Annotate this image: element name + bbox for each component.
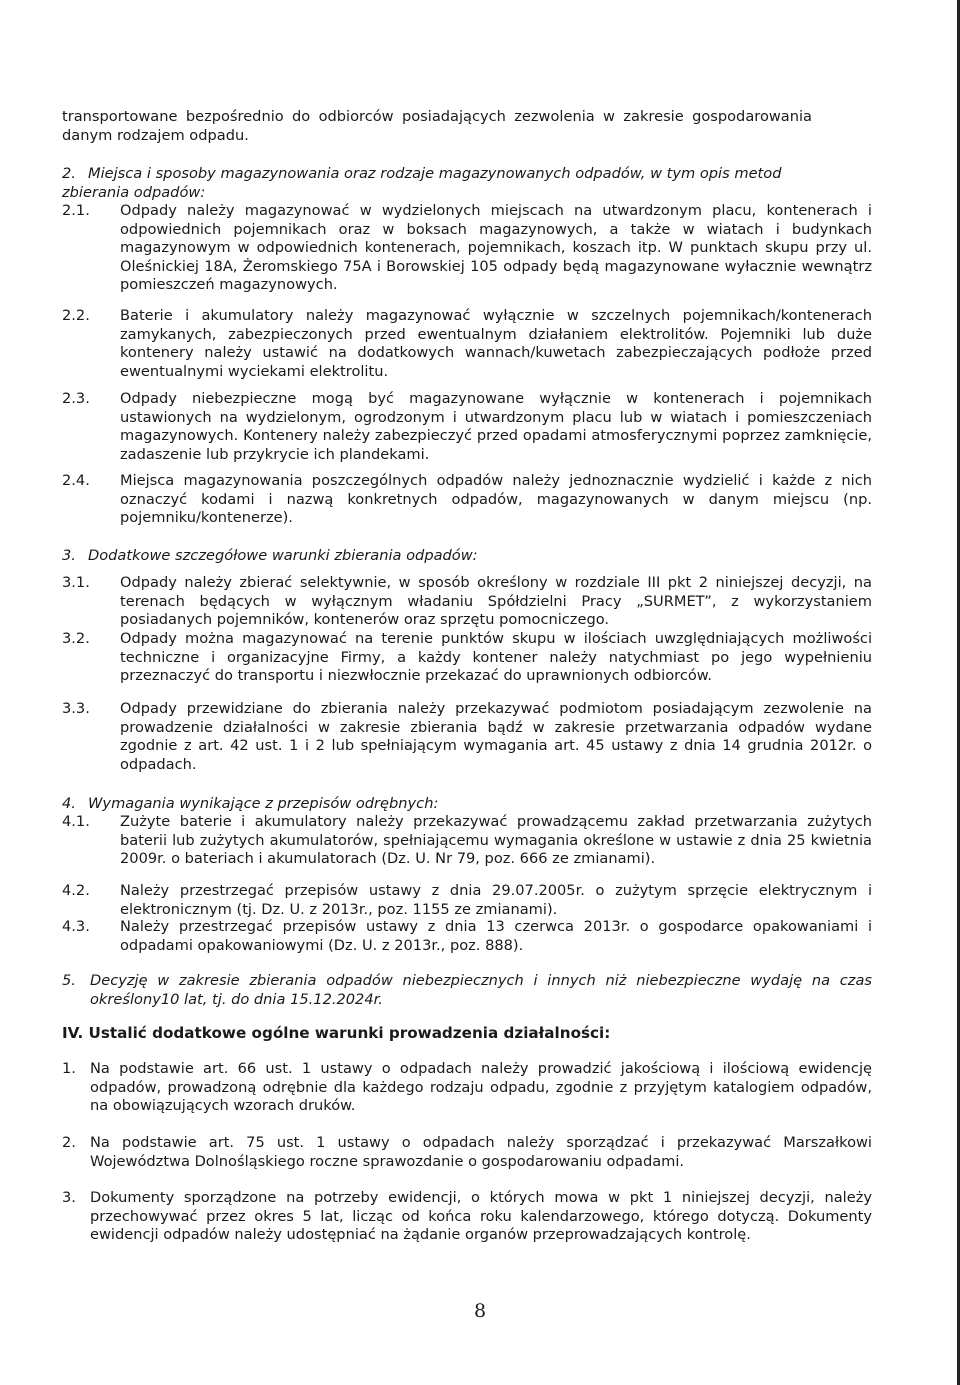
- item-number: 3.3.: [62, 700, 90, 717]
- item-text: Odpady przewidziane do zbierania należy przekazywać podmiotom posiadającym zezwolenie na prowadzenie działalności w zakresie zbierania bądź w zakresie przetwarzania odpadów wydane zgodnie z art. 42 ust. 1 i 2 lub spełniającym wymagania art. 45 ustawy z dnia 14 grudnia 2012r. o odpadach.: [120, 700, 872, 773]
- section-4-title: Wymagania wynikające z przepisów odrębnych:: [88, 795, 439, 812]
- section-3-heading: [62, 547, 822, 566]
- page-number: 8: [473, 1300, 487, 1322]
- item-number: 4.2.: [62, 882, 90, 899]
- item-text: Odpady można magazynować na terenie punktów skupu w ilościach uwzględniających możliwości techniczne i organizacyjne Firmy, a każdy kontener należy natychmiast po jego wypełnieniu przeznaczyć do transportu i niezwłocznie przekazać do uprawnionych odbiorców.: [120, 630, 872, 685]
- item-number: 2.3.: [62, 390, 90, 407]
- item-number: 4.1.: [62, 813, 90, 830]
- item-text: Odpady należy zbierać selektywnie, w sposób określony w rozdziale III pkt 2 niniejszej decyzji, na terenach będących w wyłącznym władaniu Spółdzielni Pracy „SURMET”, z wykorzystaniem posiadanych pojemników, kontenerów oraz sprzętu pomocniczego.: [120, 574, 872, 629]
- section-4-number: 4.: [62, 795, 76, 812]
- item-number: 3.1.: [62, 574, 90, 591]
- item-text: Na podstawie art. 66 ust. 1 ustawy o odpadach należy prowadzić jakościową i ilościową ewidencję odpadów, prowadzoną odrębnie dla każdego rodzaju odpadu, zgodnie z przyjętym katalogiem odpadów, na obowiązujących wzorach druków.: [90, 1060, 872, 1115]
- item-text: Należy przestrzegać przepisów ustawy z dnia 29.07.2005r. o zużytym sprzęcie elektrycznym i elektronicznym (tj. Dz. U. z 2013r., poz. 1155 ze zmianami).: [120, 882, 872, 918]
- item-text: Zużyte baterie i akumulatory należy przekazywać prowadzącemu zakład przetwarzania zużytych baterii lub zużytych akumulatorów, spełniającemu wymagania określone w ustawie z dnia 25 kwietnia 2009r. o bateriach i akumulatorach (Dz. U. Nr 79, poz. 666 ze zmianami).: [120, 813, 872, 868]
- section-2-heading: [62, 165, 822, 202]
- item-number: 1.: [62, 1060, 76, 1077]
- item-number: 2.2.: [62, 307, 90, 324]
- intro-paragraph: transportowane bezpośrednio do odbiorców posiadających zezwolenia w zakresie gospodarowania danym rodzajem odpadu.: [62, 108, 812, 144]
- item-text: Miejsca magazynowania poszczególnych odpadów należy jednoznacznie wydzielić i każde z nich oznaczyć kodami i nazwą konkretnych odpadów, magazynowanych w danym miejscu (np. pojemniku/kontenerze).: [120, 472, 872, 527]
- item-text: Należy przestrzegać przepisów ustawy z dnia 13 czerwca 2013r. o gospodarce opakowaniami i odpadami opakowaniowymi (Dz. U. z 2013r., poz. 888).: [120, 918, 872, 954]
- section-2-number: 2.: [62, 165, 76, 182]
- section-3-number: 3.: [62, 547, 76, 564]
- section-2-title: Miejsca i sposoby magazynowania oraz rodzaje magazynowanych odpadów, w tym opis metod zbierania odpadów:: [62, 165, 782, 201]
- section-5-text: Decyzję w zakresie zbierania odpadów niebezpiecznych i innych niż niebezpieczne wydaję na czas określony10 lat, tj. do dnia 15.12.2024r.: [90, 972, 872, 1008]
- item-text: Odpady niebezpieczne mogą być magazynowane wyłącznie w kontenerach i pojemnikach ustawionych na wydzielonym, ogrodzonym i utwardzonym placu lub w wiatach i pomieszczeniach magazynowych. Kontenery należy zabezpieczyć przed opadami atmosferycznymi poprzez zamknięcie, zadaszenie lub przykrycie ich plandekami.: [120, 390, 872, 463]
- section-iv-heading: [62, 1024, 822, 1043]
- section-3-title: Dodatkowe szczegółowe warunki zbierania odpadów:: [88, 547, 478, 564]
- section-iv-title: Ustalić dodatkowe ogólne warunki prowadzenia działalności:: [88, 1024, 611, 1042]
- item-text: Na podstawie art. 75 ust. 1 ustawy o odpadach należy sporządzać i przekazywać Marszałkowi Województwa Dolnośląskiego roczne sprawozdanie o gospodarowaniu odpadami.: [90, 1134, 872, 1170]
- item-number: 4.3.: [62, 918, 90, 935]
- item-number: 3.2.: [62, 630, 90, 647]
- section-iv-label: IV.: [62, 1024, 84, 1042]
- section-4-heading: [62, 795, 822, 814]
- item-text: Odpady należy magazynować w wydzielonych miejscach na utwardzonym placu, kontenerach i odpowiednich pojemnikach oraz w boksach magazynowych, a także w wiatach i budynkach magazynowym w odpowiednich kontenerach, pojemnikach, koszach itp. W punktach skupu przy ul. Oleśnickiej 18A, Żeromskiego 75A i Borowskiej 105 odpady będą magazynowane wyłacznie wewnątrz pomieszczeń magazynowych.: [120, 202, 872, 294]
- item-text: Baterie i akumulatory należy magazynować wyłącznie w szczelnych pojemnikach/kontenerach zamykanych, zabezpieczonych przed ewentualnym działaniem elektrolitów. Pojemniki lub duże kontenery należy ustawić na dodatkowych wannach/kuwetach zabezpieczających podłoże przed ewentualnymi wyciekami elektrolitu.: [120, 307, 872, 380]
- item-number: 3.: [62, 1189, 76, 1206]
- section-5-number: 5.: [62, 972, 76, 989]
- item-number: 2.1.: [62, 202, 90, 219]
- item-number: 2.: [62, 1134, 76, 1151]
- item-number: 2.4.: [62, 472, 90, 489]
- item-text: Dokumenty sporządzone na potrzeby ewidencji, o których mowa w pkt 1 niniejszej decyzji, należy przechowywać przez okres 5 lat, licząc od końca roku kalendarzowego, którego dotyczą. Dokumenty ewidencji odpadów należy udostępniać na żądanie organów przeprowadzających kontrolę.: [90, 1189, 872, 1244]
